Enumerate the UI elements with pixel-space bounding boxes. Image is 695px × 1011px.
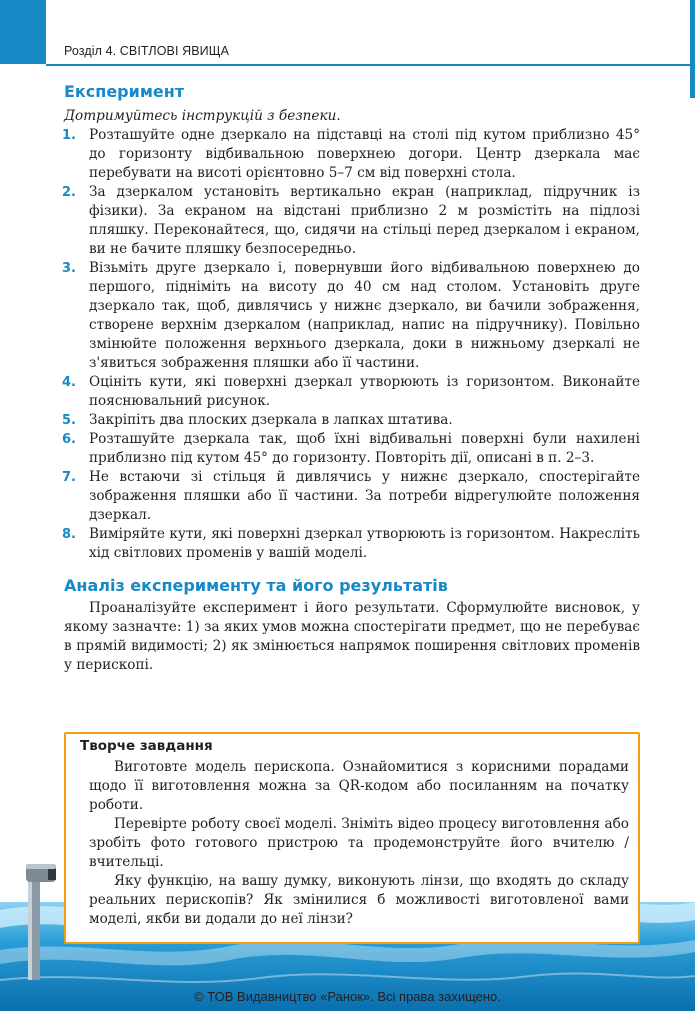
task-paragraph: Перевірте роботу своєї моделі. Зніміть відео процесу виготовлення або зробіть фото готового пристрою та продемонструйте його вчителю / вчительці. [89,816,629,870]
step-text: Оцініть кути, які поверхні дзеркал утворюють із горизонтом. Виконайте пояснювальний рисунок. [89,374,640,409]
section-label: Розділ 4. СВІТЛОВІ ЯВИЩА [64,44,230,58]
main-content [64,82,640,675]
step-text: Не встаючи зі стільця й дивлячись у нижнє дзеркало, спостерігайте зображення пляшки або її частини. За потреби відрегулюйте положення дзеркал. [89,469,640,523]
step-item [64,183,640,259]
experiment-heading: Експеримент [64,82,185,101]
creative-task-title: Творче завдання [80,738,213,754]
step-number: 8. [62,527,76,542]
step-text: Виміряйте кути, які поверхні дзеркал утворюють із горизонтом. Накресліть хід світлових променів у вашій моделі. [89,526,640,561]
step-item [64,468,640,525]
step-number: 7. [62,470,76,485]
task-paragraph: Яку функцію, на вашу думку, виконують лінзи, що входять до складу реальних перископів? Як змінилися б можливості виготовленої вами моделі, якби ви додали до неї лінзи? [89,873,629,927]
step-number: 5. [62,413,76,428]
analysis-text: Проаналізуйте експеримент і його результати. Сформулюйте висновок, у якому зазначте: 1) за яких умов можна спостерігати предмет, що не перебуває в прямій видимості; 2) як змінюється напрямок поширення світлових променів у перископі. [64,600,640,673]
copyright-footer: © ТОВ Видавництво «Ранок». Всі права захищено. [194,989,501,1004]
safety-note: Дотримуйтесь інструкцій з безпеки. [64,108,341,124]
step-text: За дзеркалом установіть вертикально екран (наприклад, підручник із фізики). За екраном на відстані приблизно 2 м розмістіть на підлозі пляшку. Переконайтеся, що, сидячи на стільці перед дзеркалом і екраном, ви не бачите пляшку безпосередньо. [89,184,640,257]
creative-task-box [64,732,640,944]
step-item [64,411,640,430]
header-rule [46,64,695,66]
page-edge-marker [690,0,695,98]
step-text: Розташуйте одне дзеркало на підставці на столі під кутом приблизно 45° до горизонту відбивальною поверхнею догори. Центр дзеркала має перебувати на висоті орієнтовно 5–7 см від поверхні стола. [89,127,640,181]
analysis-heading: Аналіз експерименту та його результатів [64,576,448,595]
section-color-tab [0,0,46,64]
step-number: 2. [62,185,76,200]
creative-task-body [89,758,629,929]
step-number: 6. [62,432,76,447]
step-number: 3. [62,261,76,276]
task-paragraph: Виготовте модель перископа. Ознайомитися з корисними порадами щодо її виготовлення можна за QR-кодом або посиланням на початку роботи. [89,759,629,813]
step-number: 1. [62,128,76,143]
step-item [64,259,640,373]
step-item [64,373,640,411]
step-item [64,126,640,183]
step-text: Закріпіть два плоских дзеркала в лапках штатива. [89,412,453,428]
step-item [64,525,640,563]
periscope-icon [20,860,60,980]
step-text: Розташуйте дзеркала так, щоб їхні відбивальні поверхні були нахилені приблизно під кутом 45° до горизонту. Повторіть дії, описані в п. 2–3. [89,431,640,466]
step-text: Візьміть друге дзеркало і, повернувши його відбивальною поверхнею до першого, підніміть на висоту до 40 см над столом. Установіть друге дзеркало так, щоб, дивлячись у нижнє дзеркало, ви бачили зображення, створене верхнім дзеркалом (наприклад, напис на підручнику). Повільно змінюйте положення верхнього дзеркала, доки в нижньому дзеркалі не з'явиться зображення пляшки або її частини. [89,260,640,371]
experiment-steps [64,126,640,563]
step-item [64,430,640,468]
step-number: 4. [62,375,76,390]
